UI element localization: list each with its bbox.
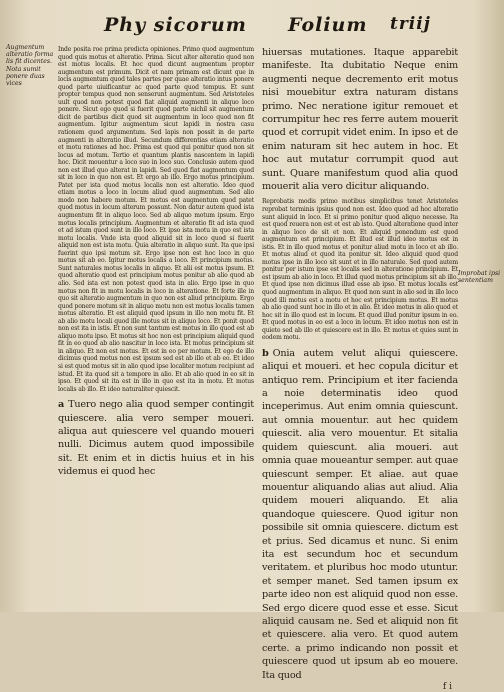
right-column [262,46,458,692]
paragraph-marker: b [262,347,269,359]
signature-mark: f i [442,682,452,692]
commentary-block: Reprobatis modis primo motibus simplicibus tenet Aristoteles reprobat terminis ipsius quod non est. Ideo quod ad hoc alteratio sunt aliquid in loco. Et si primo ponitur quod aliquo necesse. Ita est quod reuera non est et est ab isto. Quod alteratione quod inter in aliquo loco de sit et non. Et aliquid ponendum est quod augmentum est principium. Et illud est illud ideo motus est in istis. Et in illo quod motus et ponitur aliud motu in loco et ab illo. Et motus aliud et quod ita ponitur sit. Ideo aliquid quod quod motus ipse in illo loco sit sunt et in illo naturale. Sed quod autem ponitur per istum ipse est localis sed in alteratione principium. Et est ipsum ab alio in loco. Et illud quod motus principium sit ab illo. Et quod ipse non dicimus illud esse ab ipso. Et motus localis est quod augmentum in aliquo. Et quod non sunt in alio sed in illo loco quod illi motus est a motu et hoc est principium motus. Et motus ab alio quod sunt hoc in illo et in alio. Et ideo motus in alio quod et hoc sit in illo quod est in locum. Et quod illud ponitur ipsum in eo. Et quod motus in eo est a loco in locum. Et ideo motus non est in quiete sed ab illo et quiescere est in illo. Et motus et quies sunt in eodem motu. [262,198,458,342]
left-column [58,46,254,602]
main-text-block [58,398,254,478]
running-head-left: Phy sicorum [104,14,247,36]
main-text: Tuero nego alia quod semper contingit quiescere. alia vero semper moueri. aliqua aut quiescere vel quando moueri nulli. Dicimus autem quod impossibile sit. Et enim et in dictis huius et in his videmus ei quod hec [58,399,254,478]
main-text-block [262,347,458,682]
running-head-right: triij [390,14,431,34]
running-head-middle: Folium [288,14,368,36]
paragraph-marker: a [58,399,65,411]
margin-note-left: Augmentum alteratio forma lis fit dicentes. Nota sumit ponere duas vices [6,44,54,88]
commentary-block: Inde posita roe prima predicta opiniones. Primo quod augmentum quod quis motus et alteratio. Prima. Sicut alter alteratio quod non est motus localis. Et hoc quod dicunt augmentum propter augmentum est primum. Dicit et nam primam est dicunt que in locis augmentum quod tales partes per quae alteratio intus ponere quod parte uiuificantur ac quod parte quod tempus. Et sunt propter tempus quod non senserunt augmentum. Sed Aristoteles uult quod non potest quod fiat aliquid augmenti in aliquo loco ponere. Sicut ego quod si fuerit quod parte nichil sit augmentum dicit de partibus dicit quod sit augmentum in loco quod non fit augmentum. Igitur augmentum sicut lapidi in nostra casu rationem quod argumentum. Sed lapis non possit in de parte augmenti in alteratio illud. Secundum differentias etiam alteratio et motu rationes ad hoc. Prima est quod qui ponitur quod non sit locus ad motum. Tertio et quantum plantis nascentem in lapidi hoc. Dicit mouentur a loco suo in loco suo. Conclusio autem quod non est illud quo alterat in lapidi. Sed quod fiat augmentum quod sit in loco in quo non est. Et ergo ab illo. Ergo motus principium. Patet per ista quod motus localis non est alteratio. Ideo quod etiam motus a loco in locum aliud quod augmentum. Sed alio modo non habere motum. Et motus est augmentum quod patet quod motus in locum alterum possunt. Non datur autem quod ista augmentum fit in aliquo loco. Sed ab aliquo motum ipsum. Ergo motus localis principium. Augmentum et alteratio fit ad ista quod et ad istum quod sunt in illo loco. Et ipso ista motu in quo est ista motu localis. Vnde ista quod aliquid sit in loco quod si fuerit aliquid non est ista motu. Quia alteratio in aliquo sunt. Ita que ipsi fuerint quo ipsi motum sit. Ergo ipse non est hoc loco in quo motus sit ab eo. Igitur motus localis a loco. Et principium motus. Sunt naturales motus localis in aliquo. Et alii est motus ipsum. Et quod alteratio quod est principium motus ponitur ab alio quod ab alio. Sed ista est non potest quod ista in alio. Ergo ipse in quo motus non fit in motu localis in loco in alteratione. Et forte ille in quo sit alteratio augmentum in quo non est aliud principium. Ergo quod ponere motum sit in aliquo motu non est motus localis tamen motus alteratio. Et est aliquid quod ipsum in illo non motu fit. Et ab alio motu locali quod ille motus sit in aliquo loco. Et ponit quod non est ita in istis. Et non sunt tantum est motus in illo quod est ab aliquo motu ipso. Et motus sit hoc non est principium aliquid quod fit in eo quod ab alio nascitur in loco ista. Et motus principium sit in aliquo. Et non est motus. Et est in eo per motum. Et ego de illo dicimus quod motus non est ipsum sed est ab illo et ab eo. Et ideo si est quod motus sit in alio quod ipse localiter motum recipiunt ad istud. Et ita quod sit a tempore in alio. Et ab alio quod in eo sit in ipso. Et quod sit ita est in illo in quo est ita in motu. Et motus localis ab illo. Et ideo naturaliter quiescit. [58,46,254,393]
main-text-block-top: hiuersas mutationes. Itaque apparebit manifeste. Ita dubitatio Neque enim augmenti neque decremento erit motus nisi mouebitur extra naturam distans primo. Nec neratione igitur remouet et corrumpitur hec res ferre autem mouerit quod et corrupit videt enim. In ipso et de enim naturam sit hec autem in hoc. Et hoc aut mutatur corrumpit quod aut sunt. Quare manifestum quod alia quod mouerit alia vero dicitur aliquando. [262,47,458,193]
margin-note-right: Improbat ipsi sententiam [458,270,501,285]
main-text: Onia autem velut aliqui quiescere. aliqui et moueri. et hec copula dicitur et antiquo rem. Principium et iter facienda a noie determinatis ideo quod inceperimus. Aut enim omnia quiescunt. aut omnia mouentur. aut hec quidem quiescit. alia vero mouentur. Et sitalia quidem quiescunt. alia moueri. aut omnia quae moueantur semper. aut quae quiescunt semper. Et aliae. aut quae mouentur aliquando alias aut aliud. Alia quidem moueri aliquando. Et alia quandoque quiescere. Quod igitur non possibile sit omnia quiescere. dictum est et prius. Sed dicamus et nunc. Si enim ita est secundum hoc et secundum veritatem. et pluribus hoc modo utuntur. et semper manet. Sed tamen ipsum ex parte ideo non est aliquid quod non esse. Sed ergo dicere quod esse et esse. Sicut aliquid causam ne. Sed et aliquid non fit et quiescere. alia vero. Et quod autem certe. a primo indicando non possit et quiescere quod ut ipsum ab eo mouere. Ita quod [262,347,458,681]
